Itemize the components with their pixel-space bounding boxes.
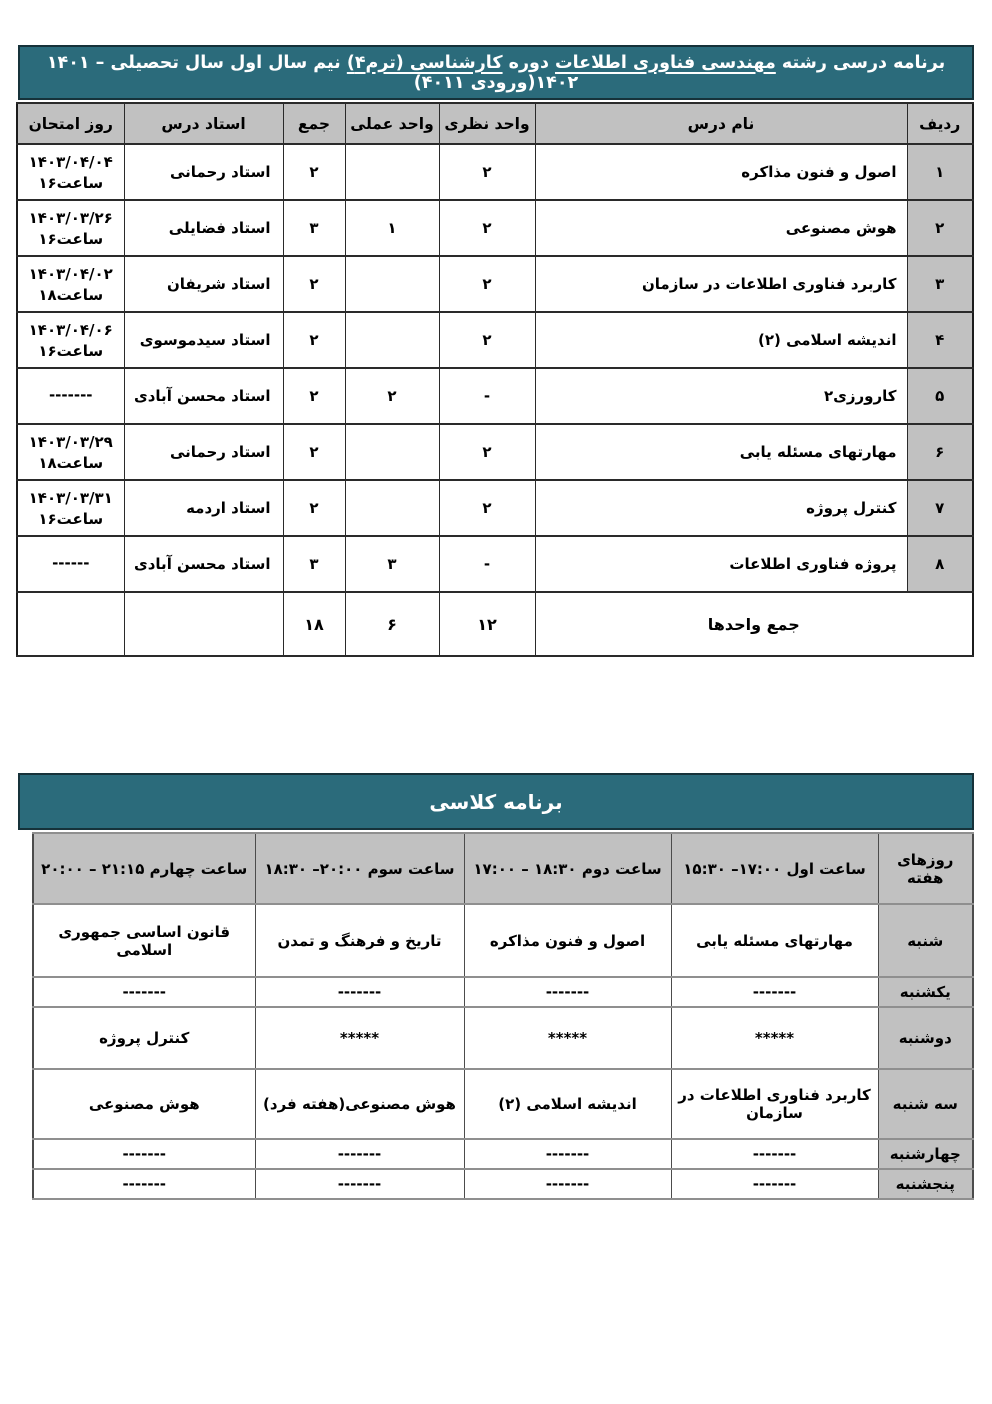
course-name-cell: مهارتهای مسئله یابی xyxy=(535,424,907,480)
theory-units-cell: ۲ xyxy=(439,424,535,480)
row-number-cell: ۸ xyxy=(907,536,973,592)
practical-units-cell: ۳ xyxy=(345,536,439,592)
totals-label-cell: جمع واحدها xyxy=(535,592,973,656)
exam-day-header: روز امتحان xyxy=(17,103,124,144)
slot-3-cell: هوش مصنوعی(هفته فرد) xyxy=(255,1069,464,1139)
instructor-cell: استاد رحمانی xyxy=(124,144,283,200)
course-name-cell: کاربرد فناوری اطلاعات در سازمان xyxy=(535,256,907,312)
schedule-row-thursday xyxy=(33,1169,973,1199)
slot-4-cell: قانون اساسی جمهوری اسلامی xyxy=(33,904,255,977)
theory-units-cell: ۲ xyxy=(439,480,535,536)
slot-1-cell: ***** xyxy=(671,1007,878,1069)
instructor-cell: استاد رحمانی xyxy=(124,424,283,480)
title-part1: برنامه درسی رشته xyxy=(775,52,946,73)
course-name-cell: اندیشه اسلامی (۲) xyxy=(535,312,907,368)
exam-date: ۱۴۰۳/۰۴/۰۴ xyxy=(28,152,113,171)
slot-4-cell: ------- xyxy=(33,977,255,1007)
day-name-cell: چهارشنبه xyxy=(878,1139,973,1169)
slot-3-cell: ------- xyxy=(255,977,464,1007)
period-3-label: ساعت سوم xyxy=(367,859,455,878)
course-schedule-table xyxy=(16,102,974,657)
period-1-label: ساعت اول xyxy=(786,859,866,878)
course-row-5 xyxy=(17,368,973,424)
period-2-header xyxy=(464,833,671,904)
slot-4-cell: ------- xyxy=(33,1139,255,1169)
schedule-row-monday xyxy=(33,1007,973,1069)
day-name-cell: شنبه xyxy=(878,904,973,977)
schedule-row-sunday xyxy=(33,977,973,1007)
exam-day-cell xyxy=(17,368,124,424)
exam-time: ساعت۱۶ xyxy=(38,341,104,360)
instructor-cell: استاد سیدموسوی xyxy=(124,312,283,368)
period-2-label: ساعت دوم xyxy=(581,859,662,878)
slot-2-cell: ***** xyxy=(464,1007,671,1069)
totals-practical-cell: ۶ xyxy=(345,592,439,656)
period-2-range: ۱۷:۰۰ – ۱۸:۳۰ xyxy=(473,859,577,878)
title-academic-years: ۱۴۰۱ –۱۴۰۲ xyxy=(46,52,579,93)
title-underlined-major: مهندسی فناوری اطلاعات xyxy=(555,52,776,73)
row-number-cell: ۳ xyxy=(907,256,973,312)
instructor-header: استاد درس xyxy=(124,103,283,144)
course-name-header: نام درس xyxy=(535,103,907,144)
slot-1-cell: ------- xyxy=(671,1139,878,1169)
practical-units-cell: ۱ xyxy=(345,200,439,256)
period-3-header xyxy=(255,833,464,904)
total-units-cell: ۲ xyxy=(283,256,345,312)
exam-time: ساعت۱۶ xyxy=(38,509,104,528)
exam-day-cell xyxy=(17,256,124,312)
exam-time: ساعت۱۶ xyxy=(38,229,104,248)
course-table-title-text xyxy=(20,53,972,93)
row-number-cell: ۵ xyxy=(907,368,973,424)
course-table-title xyxy=(18,45,974,100)
instructor-cell: استاد محسن آبادی xyxy=(124,536,283,592)
course-row-4 xyxy=(17,312,973,368)
total-units-cell: ۲ xyxy=(283,424,345,480)
exam-day-cell xyxy=(17,480,124,536)
total-units-cell: ۳ xyxy=(283,200,345,256)
exam-day-cell xyxy=(17,536,124,592)
total-units-cell: ۲ xyxy=(283,144,345,200)
row-number-cell: ۱ xyxy=(907,144,973,200)
theory-units-cell: ۲ xyxy=(439,200,535,256)
exam-date: ------ xyxy=(52,553,90,572)
slot-2-cell: اندیشه اسلامی (۲) xyxy=(464,1069,671,1139)
course-name-cell: پروژه فناوری اطلاعات xyxy=(535,536,907,592)
course-row-2 xyxy=(17,200,973,256)
slot-2-cell: ------- xyxy=(464,977,671,1007)
theory-units-cell: ۲ xyxy=(439,312,535,368)
title-part4: (ورودی ۴۰۱۱) xyxy=(413,72,536,93)
course-table-header-row xyxy=(17,103,973,144)
theory-units-cell: - xyxy=(439,536,535,592)
class-schedule-table xyxy=(32,832,974,1200)
total-units-cell: ۳ xyxy=(283,536,345,592)
instructor-cell: استاد شریفان xyxy=(124,256,283,312)
slot-1-cell: مهارتهای مسئله یابی xyxy=(671,904,878,977)
slot-4-cell: ------- xyxy=(33,1169,255,1199)
exam-date: ۱۴۰۳/۰۳/۲۹ xyxy=(28,432,113,451)
instructor-cell: استاد فضایلی xyxy=(124,200,283,256)
schedule-row-saturday xyxy=(33,904,973,977)
day-name-cell: دوشنبه xyxy=(878,1007,973,1069)
practical-units-cell xyxy=(345,424,439,480)
schedule-row-wednesday xyxy=(33,1139,973,1169)
theory-units-cell: ۲ xyxy=(439,144,535,200)
period-3-range: ۱۸:۳۰ –۲۰:۰۰ xyxy=(264,859,363,878)
slot-1-cell: ------- xyxy=(671,977,878,1007)
course-name-cell: هوش مصنوعی xyxy=(535,200,907,256)
row-number-cell: ۷ xyxy=(907,480,973,536)
practical-units-header: واحد عملی xyxy=(345,103,439,144)
class-table-header-row xyxy=(33,833,973,904)
slot-3-cell: ***** xyxy=(255,1007,464,1069)
slot-3-cell: ------- xyxy=(255,1169,464,1199)
totals-theory-cell: ۱۲ xyxy=(439,592,535,656)
exam-day-cell xyxy=(17,424,124,480)
title-part3: نیم سال اول سال تحصیلی xyxy=(104,52,347,73)
exam-day-cell xyxy=(17,144,124,200)
practical-units-cell: ۲ xyxy=(345,368,439,424)
slot-3-cell: تاریخ و فرهنگ و تمدن xyxy=(255,904,464,977)
exam-time: ساعت۱۸ xyxy=(38,453,104,472)
period-1-header xyxy=(671,833,878,904)
slot-2-cell: ------- xyxy=(464,1169,671,1199)
course-name-cell: کارورزی۲ xyxy=(535,368,907,424)
period-1-range: ۱۵:۳۰ –۱۷:۰۰ xyxy=(683,859,782,878)
practical-units-cell xyxy=(345,144,439,200)
class-schedule-title-text: برنامه کلاسی xyxy=(429,789,563,814)
day-name-cell: پنجشنبه xyxy=(878,1169,973,1199)
slot-4-cell: هوش مصنوعی xyxy=(33,1069,255,1139)
practical-units-cell xyxy=(345,312,439,368)
theory-units-header: واحد نظری xyxy=(439,103,535,144)
slot-2-cell: اصول و فنون مذاکره xyxy=(464,904,671,977)
instructor-cell: استاد محسن آبادی xyxy=(124,368,283,424)
practical-units-cell xyxy=(345,256,439,312)
total-units-cell: ۲ xyxy=(283,368,345,424)
slot-1-cell: کاربرد فناوری اطلاعات در سازمان xyxy=(671,1069,878,1139)
exam-date: ۱۴۰۳/۰۳/۲۶ xyxy=(28,208,113,227)
row-number-cell: ۴ xyxy=(907,312,973,368)
exam-date: ------- xyxy=(48,385,93,404)
exam-date: ۱۴۰۳/۰۴/۰۶ xyxy=(28,320,113,339)
totals-instructor-empty-cell xyxy=(124,592,283,656)
course-row-3 xyxy=(17,256,973,312)
total-units-cell: ۲ xyxy=(283,312,345,368)
course-table-totals-row xyxy=(17,592,973,656)
day-name-cell: یکشنبه xyxy=(878,977,973,1007)
slot-3-cell: ------- xyxy=(255,1139,464,1169)
course-row-1 xyxy=(17,144,973,200)
row-number-cell: ۶ xyxy=(907,424,973,480)
slot-2-cell: ------- xyxy=(464,1139,671,1169)
course-row-7 xyxy=(17,480,973,536)
slot-4-cell: کنترل پروژه xyxy=(33,1007,255,1069)
course-row-8 xyxy=(17,536,973,592)
course-row-6 xyxy=(17,424,973,480)
course-name-cell: اصول و فنون مذاکره xyxy=(535,144,907,200)
exam-time: ساعت۱۸ xyxy=(38,285,104,304)
total-units-cell: ۲ xyxy=(283,480,345,536)
class-schedule-title xyxy=(18,773,974,830)
week-days-header: روزهای هفته xyxy=(878,833,973,904)
theory-units-cell: ۲ xyxy=(439,256,535,312)
theory-units-cell: - xyxy=(439,368,535,424)
totals-exam-empty-cell xyxy=(17,592,124,656)
exam-time: ساعت۱۶ xyxy=(38,173,104,192)
title-underlined-degree: کارشناسی (ترم۴) xyxy=(346,52,503,73)
period-4-header xyxy=(33,833,255,904)
practical-units-cell xyxy=(345,480,439,536)
slot-1-cell: ------- xyxy=(671,1169,878,1199)
exam-day-cell xyxy=(17,200,124,256)
row-number-cell: ۲ xyxy=(907,200,973,256)
period-4-label: ساعت چهارم xyxy=(149,859,248,878)
schedule-row-tuesday xyxy=(33,1069,973,1139)
exam-date: ۱۴۰۳/۰۳/۳۱ xyxy=(28,488,113,507)
day-name-cell: سه شنبه xyxy=(878,1069,973,1139)
title-part2: دوره xyxy=(502,52,556,73)
row-number-header: ردیف xyxy=(907,103,973,144)
course-name-cell: کنترل پروژه xyxy=(535,480,907,536)
total-units-header: جمع xyxy=(283,103,345,144)
exam-date: ۱۴۰۳/۰۴/۰۲ xyxy=(28,264,113,283)
exam-day-cell xyxy=(17,312,124,368)
period-4-range: ۲۰:۰۰ – ۲۱:۱۵ xyxy=(41,859,145,878)
totals-total-cell: ۱۸ xyxy=(283,592,345,656)
instructor-cell: استاد اردمه xyxy=(124,480,283,536)
